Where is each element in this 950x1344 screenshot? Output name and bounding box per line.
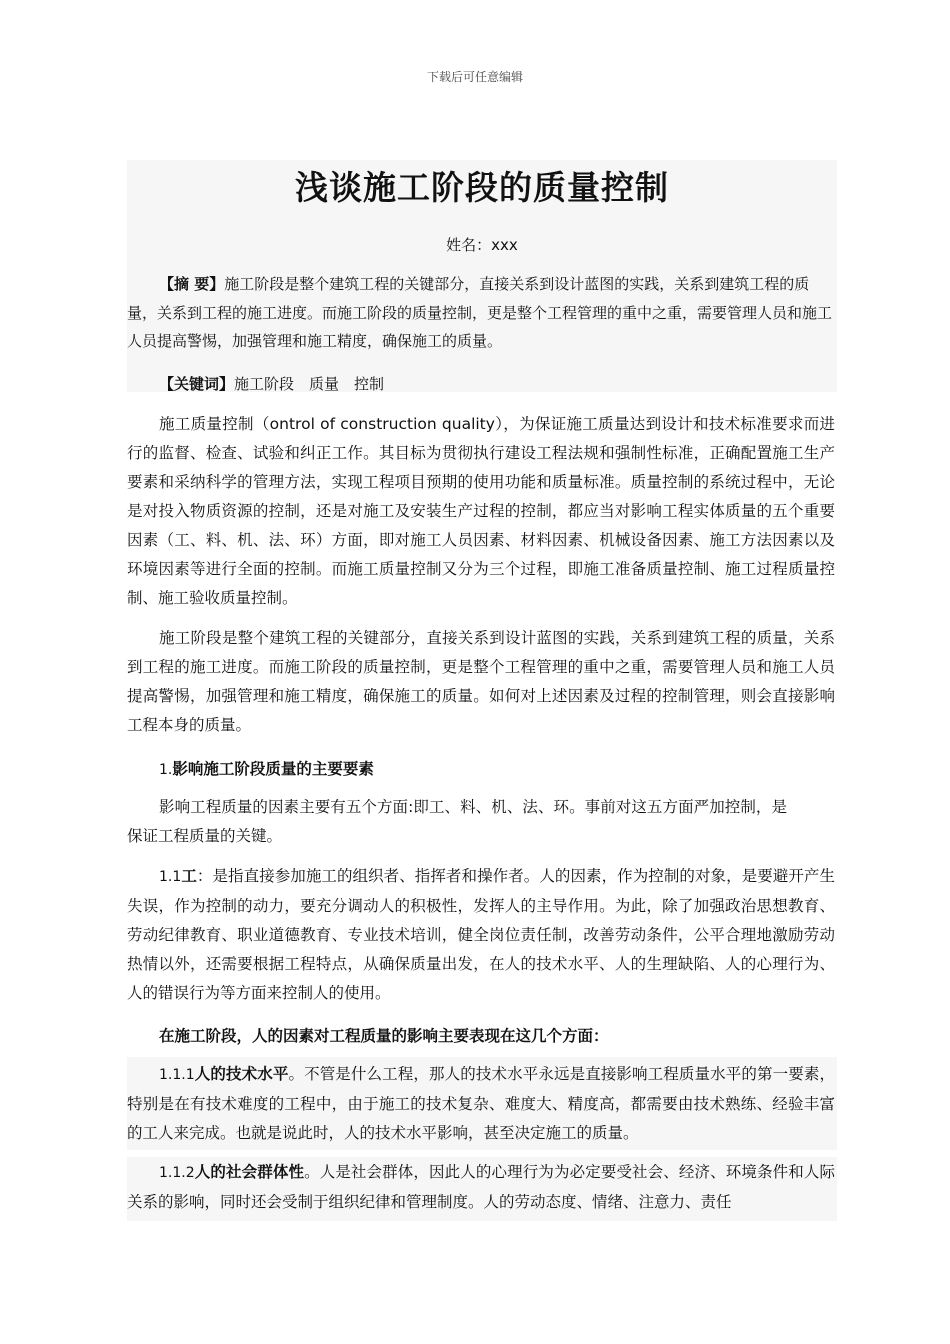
paragraph-definition: 施工质量控制（ontrol of construction quality），为保证施工质量达到设计和技术标准要求而进行的监督、检查、试验和纠正工作。其目标为贯彻执行建设工程法规和强制性标准，正确配置施工生产要素和采纳科学的管理方法，实现工程项目预期的使用功能和质量标准。质量控制的系统过程中，无论是对投入物质资源的控制，还是对施工及安装生产过程的控制，都应当对影响工程实体质量的五个重要因素（工、料、机、法、环）方面，即对施工人员因素、材料因素、机械设备因素、施工方法因素以及环境因素等进行全面的控制。而施工质量控制又分为三个过程，即施工准备质量控制、施工过程质量控制、施工验收质量控制。 bbox=[127, 415, 835, 607]
section-1-1-2-text: 。人是社会群体，因此人的心理行为为必定要受社会、经济、环境条件和人际关系的影响，同时还会受制于组织纪律和管理制度。人的劳动态度、情绪、注意力、责任 bbox=[127, 1163, 835, 1211]
section-1-1-1-text: 。不管是什么工程，那人的技术水平永远是直接影响工程质量水平的第一要素，特别是在有技术难度的工程中，由于施工的技术复杂、难度大、精度高，都需要由技术熟练、经验丰富的工人来完成。也就是说此时，人的技术水平影响，甚至决定施工的质量。 bbox=[127, 1065, 835, 1142]
section-1-1-1-label: 人的技术水平 bbox=[194, 1065, 289, 1083]
section-1-1-2-number: 1.1.2 bbox=[159, 1165, 195, 1181]
paragraph-construction-stage: 施工阶段是整个建筑工程的关键部分，直接关系到设计蓝图的实践，关系到建筑工程的质量，关系到工程的施工进度。而施工阶段的质量控制，更是整个工程管理的重中之重，需要管理人员和施工人员提高警惕，加强管理和施工精度，确保施工的质量。如何对上述因素及过程的控制管理，则会直接影响工程本身的质量。 bbox=[127, 629, 835, 734]
section-1-1-label: 工 bbox=[181, 867, 197, 885]
section-1-1-2-label: 人的社会群体性 bbox=[194, 1163, 305, 1181]
section-1-number: 1. bbox=[159, 762, 173, 778]
author-line: 姓名：xxx bbox=[446, 236, 518, 254]
page-header-note: 下载后可任意编辑 bbox=[426, 70, 523, 84]
section-1-1-number: 1.1 bbox=[159, 869, 182, 885]
section-1-1-1-number: 1.1.1 bbox=[159, 1067, 195, 1083]
abstract bbox=[127, 270, 835, 356]
section-1-1 bbox=[127, 862, 835, 1008]
section-1-1-1 bbox=[127, 1060, 835, 1148]
abstract-text: 施工阶段是整个建筑工程的关键部分，直接关系到设计蓝图的实践，关系到建筑工程的质量，关系到工程的施工进度。而施工阶段的质量控制，更是整个工程管理的重中之重，需要管理人员和施工人员提高警惕，加强管理和施工精度，确保施工的质量。 bbox=[127, 275, 833, 350]
section-heading-1 bbox=[159, 757, 374, 779]
abstract-label: 【摘 要】 bbox=[159, 275, 225, 293]
subheading-human-factors: 在施工阶段，人的因素对工程质量的影响主要表现在这几个方面： bbox=[159, 1027, 609, 1045]
keywords-text: 施工阶段 质量 控制 bbox=[234, 375, 385, 393]
section-1-title: 影响施工阶段质量的主要要素 bbox=[172, 760, 374, 778]
document-title: 浅谈施工阶段的质量控制 bbox=[295, 168, 669, 207]
paragraph-five-factors: 影响工程质量的因素主要有五个方面:即工、料、机、法、环。事前对这五方面严加控制，是保证工程质量的关键。 bbox=[127, 798, 787, 845]
section-1-1-text: ：是指直接参加施工的组织者、指挥者和操作者。人的因素，作为控制的对象，是要避开产生失误，作为控制的动力，要充分调动人的积极性，发挥人的主导作用。为此，除了加强政治思想教育、劳动纪律教育、职业道德教育、专业技术培训，健全岗位责任制，改善劳动条件，公平合理地激励劳动热情以外，还需要根据工程特点，从确保质量出发，在人的技术水平、人的生理缺陷、人的心理行为、人的错误行为等方面来控制人的使用。 bbox=[127, 867, 835, 1002]
keywords bbox=[127, 370, 835, 399]
keywords-label: 【关键词】 bbox=[159, 375, 235, 393]
section-1-1-2 bbox=[127, 1158, 835, 1217]
